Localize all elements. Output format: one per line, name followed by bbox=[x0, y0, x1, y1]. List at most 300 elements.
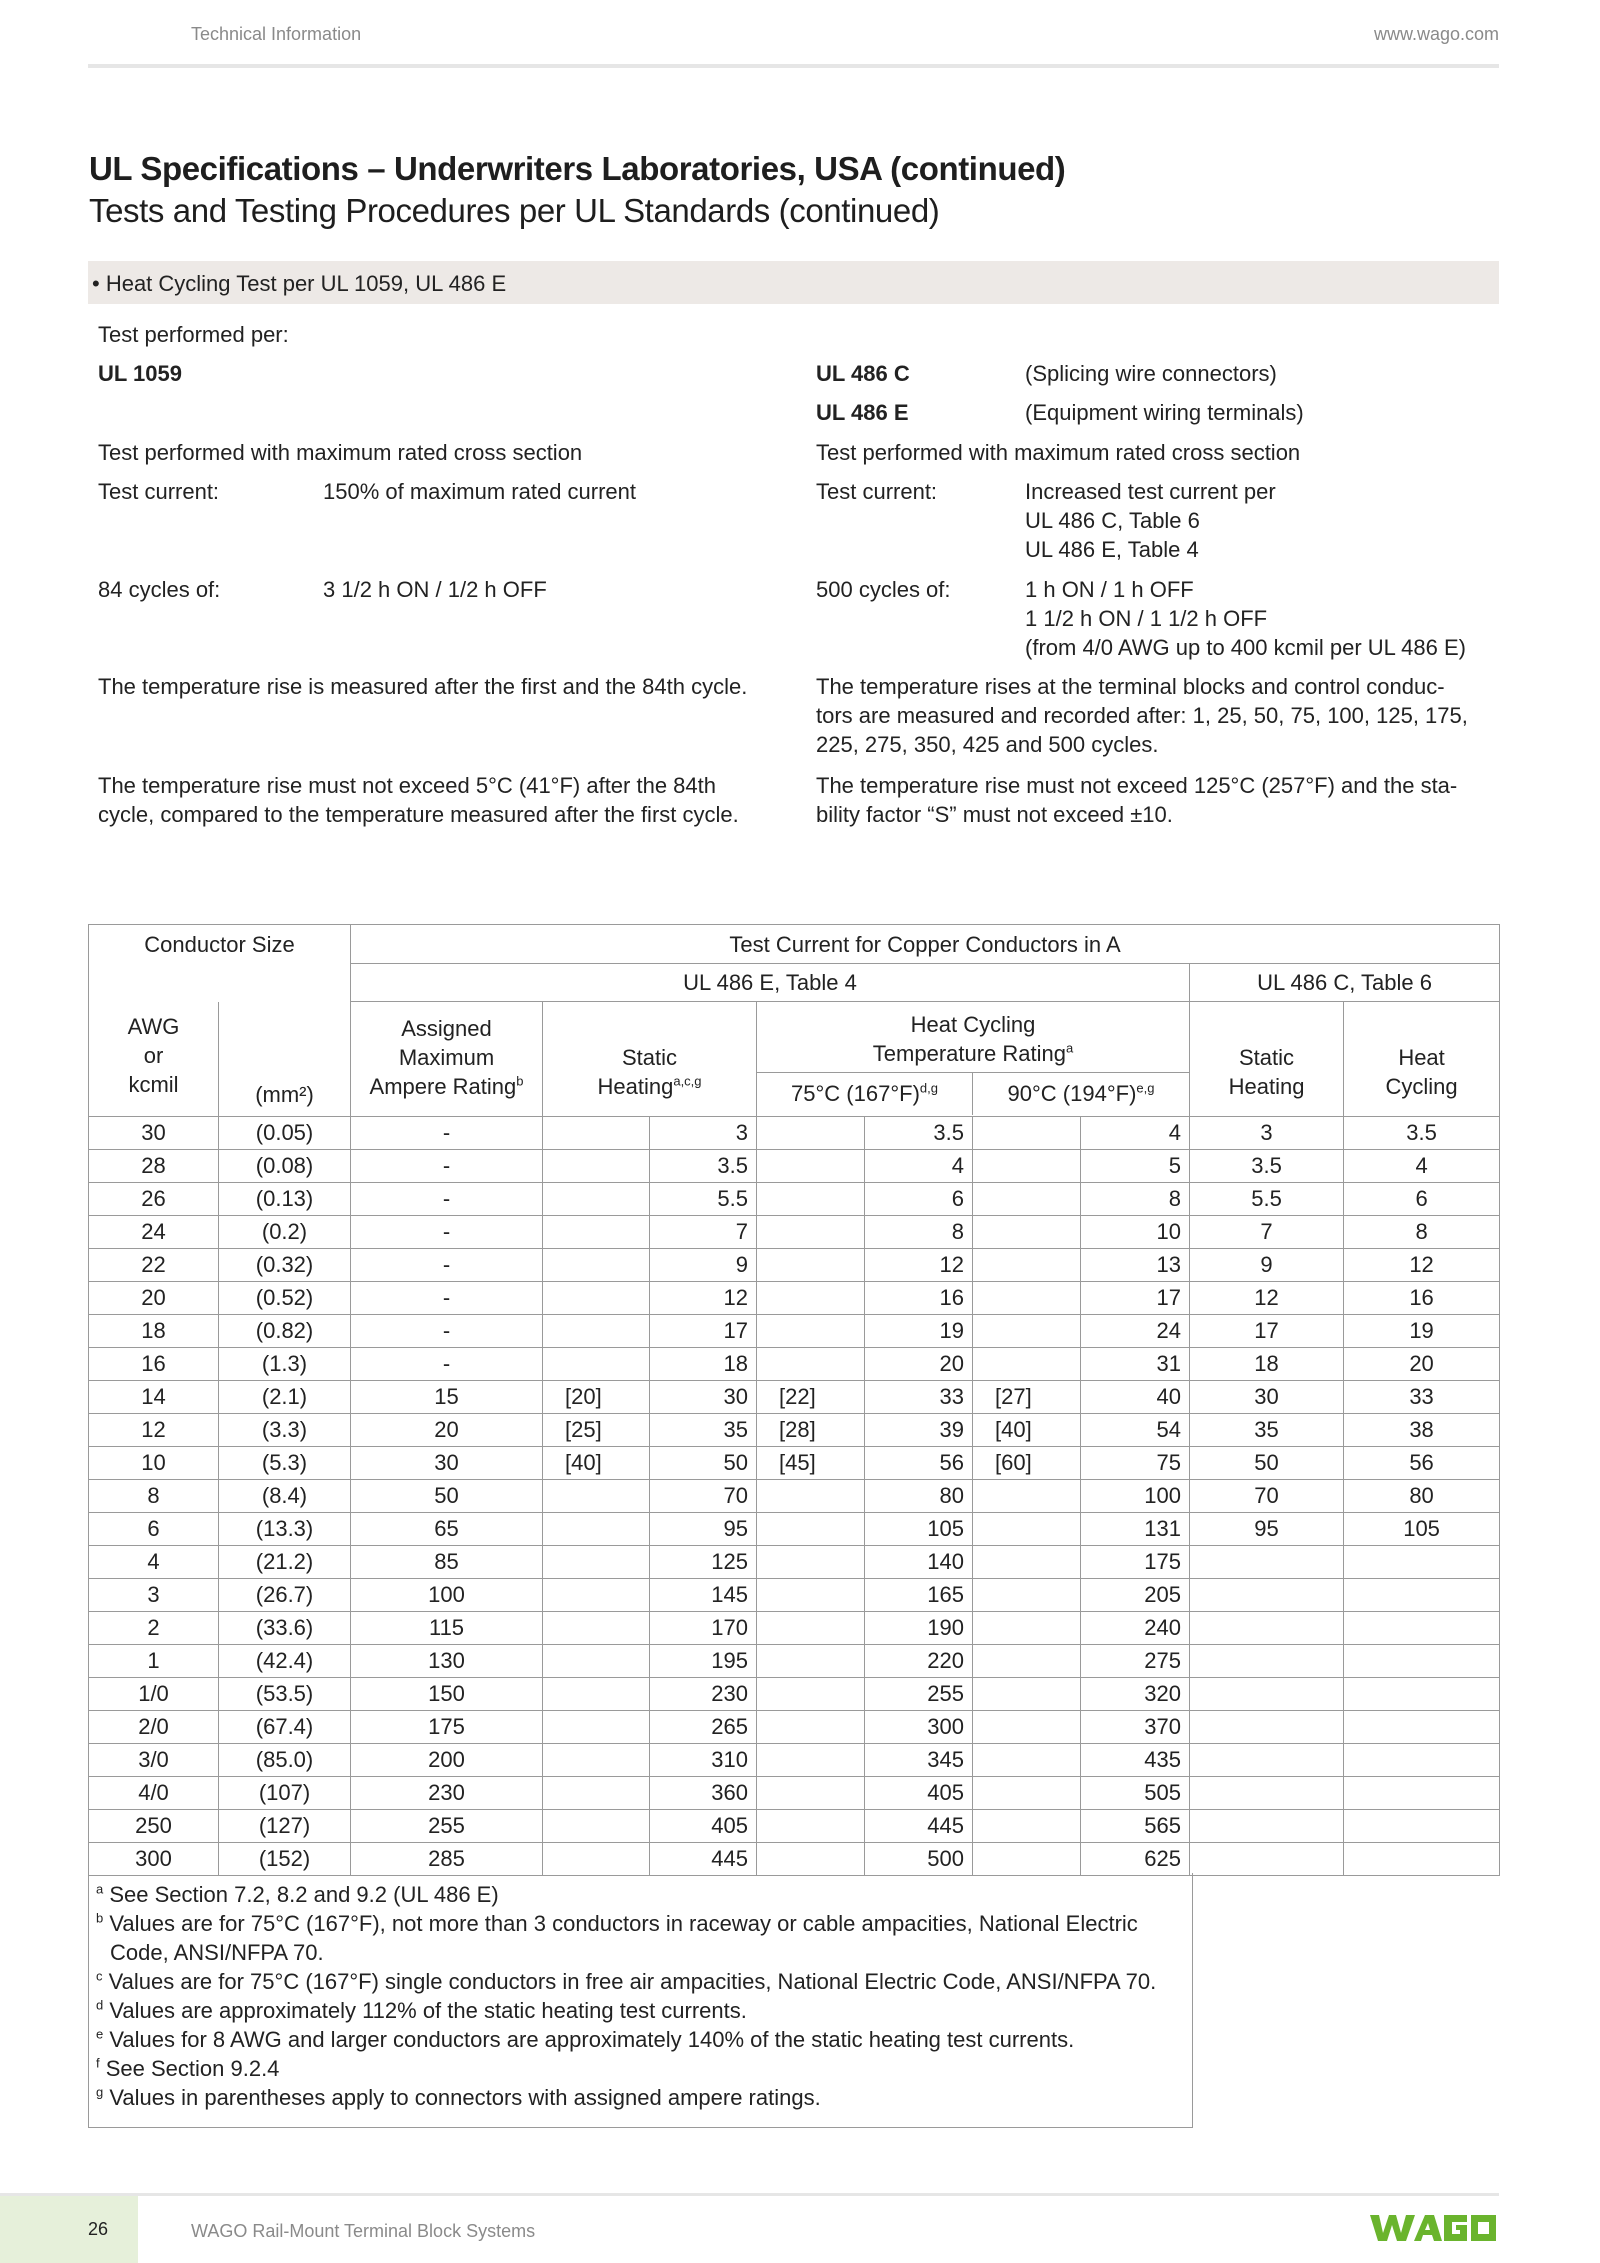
cell-static-bracket bbox=[543, 1249, 650, 1282]
cell-hc75-bracket bbox=[757, 1777, 865, 1810]
header-static-sup: a,c,g bbox=[673, 1073, 702, 1089]
cell-hc75: 16 bbox=[865, 1282, 973, 1315]
footnote-text: Values are for 75°C (167°F) single conductors in free air ampacities, National Electric Code, ANSI/NFPA 70. bbox=[102, 1969, 1157, 1994]
cell-mm2: (107) bbox=[219, 1777, 351, 1810]
header-assigned bbox=[351, 1002, 543, 1117]
header-486c-static-line1: Static bbox=[1239, 1045, 1295, 1070]
right-limit-text-2: bility factor “S” must not exceed ±10. bbox=[816, 802, 1173, 827]
cell-ul486c-static bbox=[1190, 1678, 1344, 1711]
cell-hc90: 240 bbox=[1081, 1612, 1190, 1645]
left-cycles-value: 3 1/2 h ON / 1/2 h OFF bbox=[323, 577, 547, 602]
cell-hc75: 80 bbox=[865, 1480, 973, 1513]
test-current-table bbox=[88, 924, 1500, 1876]
standard-ul486e: UL 486 E bbox=[816, 400, 909, 425]
wago-logo bbox=[1370, 2211, 1500, 2245]
cell-ul486c-heat bbox=[1344, 1579, 1500, 1612]
cell-hc75: 165 bbox=[865, 1579, 973, 1612]
cell-hc90: 175 bbox=[1081, 1546, 1190, 1579]
cell-hc75: 56 bbox=[865, 1447, 973, 1480]
cell-hc90-bracket bbox=[973, 1315, 1081, 1348]
page-number: 26 bbox=[88, 2219, 109, 2239]
standard-ul486c: UL 486 C bbox=[816, 361, 910, 386]
cell-static-heating: 3.5 bbox=[650, 1150, 757, 1183]
cell-mm2: (53.5) bbox=[219, 1678, 351, 1711]
cell-hc75: 6 bbox=[865, 1183, 973, 1216]
cell-hc75-bracket bbox=[757, 1348, 865, 1381]
cell-hc75: 405 bbox=[865, 1777, 973, 1810]
header-hc-line1: Heat Cycling bbox=[910, 1012, 1036, 1037]
cell-awg: 3 bbox=[89, 1579, 219, 1612]
left-measure-text: The temperature rise is measured after the first and the 84th cycle. bbox=[98, 674, 748, 699]
footnote bbox=[96, 2083, 821, 2112]
header-486c-heat-line2: Cycling bbox=[1385, 1074, 1458, 1099]
cell-assigned-rating: 200 bbox=[351, 1744, 543, 1777]
cell-ul486c-static bbox=[1190, 1810, 1344, 1843]
cell-hc75: 220 bbox=[865, 1645, 973, 1678]
cell-static-heating: 18 bbox=[650, 1348, 757, 1381]
table-row bbox=[89, 1282, 1500, 1315]
footnote-marker: b bbox=[96, 1910, 104, 1926]
cell-ul486c-static: 70 bbox=[1190, 1480, 1344, 1513]
footnote bbox=[96, 2025, 1074, 2054]
cell-awg: 12 bbox=[89, 1414, 219, 1447]
table-row bbox=[89, 1711, 1500, 1744]
cell-ul486c-heat: 3.5 bbox=[1344, 1117, 1500, 1150]
cell-ul486c-static: 35 bbox=[1190, 1414, 1344, 1447]
cell-hc75-bracket: [28] bbox=[757, 1414, 865, 1447]
cell-ul486c-static: 5.5 bbox=[1190, 1183, 1344, 1216]
table-row bbox=[89, 1315, 1500, 1348]
cell-static-bracket bbox=[543, 1183, 650, 1216]
cell-ul486c-static: 30 bbox=[1190, 1381, 1344, 1414]
cell-ul486c-heat bbox=[1344, 1711, 1500, 1744]
cell-static-bracket bbox=[543, 1348, 650, 1381]
header-486c-static-line2: Heating bbox=[1228, 1074, 1305, 1099]
cell-hc75-bracket: [45] bbox=[757, 1447, 865, 1480]
cell-static-bracket bbox=[543, 1678, 650, 1711]
cell-ul486c-static: 18 bbox=[1190, 1348, 1344, 1381]
cell-hc90: 320 bbox=[1081, 1678, 1190, 1711]
cell-hc75: 12 bbox=[865, 1249, 973, 1282]
cell-mm2: (1.3) bbox=[219, 1348, 351, 1381]
header-75c-sup: d,g bbox=[919, 1080, 938, 1096]
cell-static-bracket bbox=[543, 1744, 650, 1777]
cell-assigned-rating: - bbox=[351, 1216, 543, 1249]
cell-static-heating: 17 bbox=[650, 1315, 757, 1348]
header-awg-line1: AWG bbox=[127, 1013, 180, 1039]
cell-hc90-bracket bbox=[973, 1612, 1081, 1645]
cell-ul486c-heat bbox=[1344, 1810, 1500, 1843]
cell-hc90-bracket bbox=[973, 1117, 1081, 1150]
table-row bbox=[89, 1810, 1500, 1843]
cell-hc75: 39 bbox=[865, 1414, 973, 1447]
cell-mm2: (26.7) bbox=[219, 1579, 351, 1612]
cell-ul486c-heat: 19 bbox=[1344, 1315, 1500, 1348]
cell-mm2: (0.52) bbox=[219, 1282, 351, 1315]
cell-static-heating: 145 bbox=[650, 1579, 757, 1612]
cell-awg: 300 bbox=[89, 1843, 219, 1876]
cell-awg: 2 bbox=[89, 1612, 219, 1645]
cell-hc90: 275 bbox=[1081, 1645, 1190, 1678]
cell-hc75: 3.5 bbox=[865, 1117, 973, 1150]
cell-hc90-bracket bbox=[973, 1480, 1081, 1513]
cell-awg: 14 bbox=[89, 1381, 219, 1414]
cell-static-heating: 265 bbox=[650, 1711, 757, 1744]
cell-hc90-bracket bbox=[973, 1579, 1081, 1612]
section-heading-band bbox=[88, 261, 1499, 304]
cell-static-bracket bbox=[543, 1546, 650, 1579]
footnote bbox=[96, 1880, 499, 1909]
cell-ul486c-heat bbox=[1344, 1645, 1500, 1678]
cell-awg: 28 bbox=[89, 1150, 219, 1183]
cell-ul486c-heat: 12 bbox=[1344, 1249, 1500, 1282]
table-row bbox=[89, 1249, 1500, 1282]
footnote-marker: a bbox=[96, 1881, 104, 1897]
cell-hc90: 17 bbox=[1081, 1282, 1190, 1315]
table-row bbox=[89, 1150, 1500, 1183]
cell-ul486c-heat: 4 bbox=[1344, 1150, 1500, 1183]
footnote-text: Values for 8 AWG and larger conductors are approximately 140% of the static heating test currents. bbox=[103, 2027, 1075, 2052]
left-limit-text-2: cycle, compared to the temperature measured after the first cycle. bbox=[98, 802, 739, 827]
cell-ul486c-heat: 56 bbox=[1344, 1447, 1500, 1480]
cell-mm2: (0.13) bbox=[219, 1183, 351, 1216]
cell-static-heating: 125 bbox=[650, 1546, 757, 1579]
table-row bbox=[89, 1480, 1500, 1513]
cell-hc75: 8 bbox=[865, 1216, 973, 1249]
cell-ul486c-heat: 80 bbox=[1344, 1480, 1500, 1513]
header-assigned-line3 bbox=[351, 1072, 542, 1101]
cell-hc90-bracket bbox=[973, 1183, 1081, 1216]
cell-ul486c-heat bbox=[1344, 1744, 1500, 1777]
header-assigned-text: Ampere Rating bbox=[369, 1074, 517, 1099]
cell-hc90: 370 bbox=[1081, 1711, 1190, 1744]
cell-static-bracket bbox=[543, 1612, 650, 1645]
left-cross-section: Test performed with maximum rated cross section bbox=[98, 440, 583, 465]
cell-ul486c-heat bbox=[1344, 1612, 1500, 1645]
cell-hc75-bracket: [22] bbox=[757, 1381, 865, 1414]
cell-mm2: (152) bbox=[219, 1843, 351, 1876]
cell-mm2: (0.32) bbox=[219, 1249, 351, 1282]
cell-assigned-rating: - bbox=[351, 1348, 543, 1381]
cell-hc90: 54 bbox=[1081, 1414, 1190, 1447]
cell-mm2: (5.3) bbox=[219, 1447, 351, 1480]
table-row bbox=[89, 1777, 1500, 1810]
cell-hc90: 13 bbox=[1081, 1249, 1190, 1282]
cell-hc90-bracket bbox=[973, 1810, 1081, 1843]
cell-hc75-bracket bbox=[757, 1645, 865, 1678]
cell-awg: 20 bbox=[89, 1282, 219, 1315]
footnote-marker: f bbox=[96, 2055, 100, 2071]
cell-assigned-rating: 130 bbox=[351, 1645, 543, 1678]
cell-hc75: 345 bbox=[865, 1744, 973, 1777]
cell-assigned-rating: 15 bbox=[351, 1381, 543, 1414]
cell-assigned-rating: - bbox=[351, 1315, 543, 1348]
cell-hc90-bracket bbox=[973, 1546, 1081, 1579]
footnote-marker: e bbox=[96, 2026, 104, 2042]
cell-hc75-bracket bbox=[757, 1810, 865, 1843]
cell-static-bracket bbox=[543, 1117, 650, 1150]
cell-ul486c-static: 50 bbox=[1190, 1447, 1344, 1480]
cell-static-heating: 95 bbox=[650, 1513, 757, 1546]
cell-static-bracket bbox=[543, 1150, 650, 1183]
header-divider bbox=[88, 64, 1499, 68]
cell-hc75-bracket bbox=[757, 1711, 865, 1744]
header-left: Technical Information bbox=[191, 24, 362, 44]
cell-assigned-rating: 100 bbox=[351, 1579, 543, 1612]
header-ul486e: UL 486 E, Table 4 bbox=[351, 964, 1190, 1002]
cell-awg: 3/0 bbox=[89, 1744, 219, 1777]
cell-hc75: 140 bbox=[865, 1546, 973, 1579]
footnote bbox=[96, 2054, 279, 2083]
cell-mm2: (85.0) bbox=[219, 1744, 351, 1777]
cell-mm2: (42.4) bbox=[219, 1645, 351, 1678]
header-90c bbox=[973, 1073, 1189, 1115]
cell-static-bracket bbox=[543, 1282, 650, 1315]
cell-mm2: (0.08) bbox=[219, 1150, 351, 1183]
cell-assigned-rating: 20 bbox=[351, 1414, 543, 1447]
footnote-text: Values are approximately 112% of the static heating test currents. bbox=[103, 1998, 747, 2023]
footnote bbox=[96, 1967, 1156, 1996]
cell-ul486c-heat bbox=[1344, 1546, 1500, 1579]
right-measure-text-2: tors are measured and recorded after: 1, 25, 50, 75, 100, 125, 175, bbox=[816, 703, 1468, 728]
cell-static-bracket bbox=[543, 1777, 650, 1810]
table-row bbox=[89, 1843, 1500, 1876]
cell-assigned-rating: - bbox=[351, 1183, 543, 1216]
cell-mm2: (3.3) bbox=[219, 1414, 351, 1447]
cell-static-heating: 3 bbox=[650, 1117, 757, 1150]
cell-hc90-bracket bbox=[973, 1744, 1081, 1777]
cell-hc75-bracket bbox=[757, 1150, 865, 1183]
cell-mm2: (0.2) bbox=[219, 1216, 351, 1249]
cell-hc90-bracket bbox=[973, 1249, 1081, 1282]
cell-hc75-bracket bbox=[757, 1117, 865, 1150]
cell-static-bracket bbox=[543, 1216, 650, 1249]
footnote-text: See Section 7.2, 8.2 and 9.2 (UL 486 E) bbox=[103, 1882, 499, 1907]
cell-mm2: (0.05) bbox=[219, 1117, 351, 1150]
header-75c-text: 75°C (167°F) bbox=[791, 1081, 920, 1106]
cell-ul486c-static: 12 bbox=[1190, 1282, 1344, 1315]
cell-awg: 26 bbox=[89, 1183, 219, 1216]
cell-hc90: 75 bbox=[1081, 1447, 1190, 1480]
standard-ul486e-desc: (Equipment wiring terminals) bbox=[1025, 400, 1304, 425]
footer-title: WAGO Rail-Mount Terminal Block Systems bbox=[191, 2221, 536, 2241]
table-row bbox=[89, 1612, 1500, 1645]
footnote-marker: d bbox=[96, 1997, 104, 2013]
section-heading: • Heat Cycling Test per UL 1059, UL 486 E bbox=[92, 271, 507, 296]
right-current-value-1: Increased test current per bbox=[1025, 479, 1276, 504]
cell-hc90: 8 bbox=[1081, 1183, 1190, 1216]
cell-ul486c-heat: 33 bbox=[1344, 1381, 1500, 1414]
cell-static-heating: 5.5 bbox=[650, 1183, 757, 1216]
cell-assigned-rating: 175 bbox=[351, 1711, 543, 1744]
footnote bbox=[96, 1909, 1138, 1938]
cell-static-bracket bbox=[543, 1579, 650, 1612]
table-row bbox=[89, 1183, 1500, 1216]
cell-static-heating: 7 bbox=[650, 1216, 757, 1249]
right-current-label: Test current: bbox=[816, 479, 938, 504]
table-row bbox=[89, 1447, 1500, 1480]
header-static-line1: Static bbox=[622, 1045, 678, 1070]
right-cycles-value-3: (from 4/0 AWG up to 400 kcmil per UL 486 E) bbox=[1025, 635, 1466, 660]
table-row bbox=[89, 1678, 1500, 1711]
cell-hc90: 24 bbox=[1081, 1315, 1190, 1348]
table-row bbox=[89, 1216, 1500, 1249]
right-measure-text-3: 225, 275, 350, 425 and 500 cycles. bbox=[816, 732, 1159, 757]
cell-ul486c-static bbox=[1190, 1645, 1344, 1678]
cell-static-bracket bbox=[543, 1513, 650, 1546]
header-ul486c: UL 486 C, Table 6 bbox=[1190, 964, 1500, 1002]
table-row bbox=[89, 1381, 1500, 1414]
footnote bbox=[96, 1996, 747, 2025]
cell-awg: 1 bbox=[89, 1645, 219, 1678]
cell-hc90-bracket: [27] bbox=[973, 1381, 1081, 1414]
cell-hc75: 33 bbox=[865, 1381, 973, 1414]
cell-awg: 22 bbox=[89, 1249, 219, 1282]
header-static-text: Heating bbox=[597, 1074, 674, 1099]
cell-static-heating: 445 bbox=[650, 1843, 757, 1876]
cell-hc75-bracket bbox=[757, 1513, 865, 1546]
right-cycles-label: 500 cycles of: bbox=[816, 577, 951, 602]
cell-hc75-bracket bbox=[757, 1183, 865, 1216]
cell-assigned-rating: - bbox=[351, 1150, 543, 1183]
table-row bbox=[89, 1744, 1500, 1777]
cell-hc90: 435 bbox=[1081, 1744, 1190, 1777]
right-measure-text-1: The temperature rises at the terminal blocks and control conduc- bbox=[816, 674, 1445, 699]
footnote-marker: g bbox=[96, 2084, 104, 2100]
header-blank bbox=[89, 964, 351, 1002]
cell-static-bracket bbox=[543, 1711, 650, 1744]
page-subtitle: Tests and Testing Procedures per UL Standards (continued) bbox=[89, 192, 940, 229]
right-cross-section: Test performed with maximum rated cross section bbox=[816, 440, 1301, 465]
header-conductor-size: Conductor Size bbox=[89, 925, 351, 964]
cell-ul486c-static: 95 bbox=[1190, 1513, 1344, 1546]
left-cycles-label: 84 cycles of: bbox=[98, 577, 221, 602]
cell-awg: 18 bbox=[89, 1315, 219, 1348]
table-row bbox=[89, 1546, 1500, 1579]
header-assigned-line1: Assigned bbox=[401, 1016, 492, 1041]
cell-ul486c-static: 7 bbox=[1190, 1216, 1344, 1249]
left-current-label: Test current: bbox=[98, 479, 220, 504]
cell-ul486c-heat: 20 bbox=[1344, 1348, 1500, 1381]
cell-hc75: 500 bbox=[865, 1843, 973, 1876]
cell-static-bracket bbox=[543, 1843, 650, 1876]
page-title: UL Specifications – Underwriters Laboratories, USA (continued) bbox=[89, 150, 1066, 187]
cell-static-heating: 230 bbox=[650, 1678, 757, 1711]
table-row bbox=[89, 1579, 1500, 1612]
header-url-link[interactable]: www.wago.com bbox=[1373, 24, 1499, 44]
cell-ul486c-static: 17 bbox=[1190, 1315, 1344, 1348]
cell-awg: 10 bbox=[89, 1447, 219, 1480]
header-486c-heat-line1: Heat bbox=[1398, 1045, 1445, 1070]
header-75c bbox=[757, 1073, 973, 1115]
cell-hc75-bracket bbox=[757, 1678, 865, 1711]
header-hc-text: Temperature Rating bbox=[872, 1041, 1066, 1066]
header-awg-line3: kcmil bbox=[128, 1071, 179, 1097]
header-awg-line2: or bbox=[143, 1042, 164, 1068]
cell-hc75: 445 bbox=[865, 1810, 973, 1843]
cell-hc75-bracket bbox=[757, 1744, 865, 1777]
cell-mm2: (8.4) bbox=[219, 1480, 351, 1513]
cell-hc75-bracket bbox=[757, 1249, 865, 1282]
header-assigned-sup: b bbox=[516, 1073, 524, 1089]
header-static-line2 bbox=[543, 1072, 756, 1101]
cell-ul486c-static bbox=[1190, 1579, 1344, 1612]
cell-assigned-rating: 285 bbox=[351, 1843, 543, 1876]
header-486c-static bbox=[1190, 1002, 1344, 1117]
cell-hc90: 505 bbox=[1081, 1777, 1190, 1810]
cell-assigned-rating: 30 bbox=[351, 1447, 543, 1480]
cell-awg: 2/0 bbox=[89, 1711, 219, 1744]
cell-ul486c-heat: 8 bbox=[1344, 1216, 1500, 1249]
cell-hc90-bracket bbox=[973, 1513, 1081, 1546]
cell-hc75-bracket bbox=[757, 1315, 865, 1348]
cell-hc75: 4 bbox=[865, 1150, 973, 1183]
cell-static-heating: 195 bbox=[650, 1645, 757, 1678]
cell-hc75-bracket bbox=[757, 1282, 865, 1315]
cell-hc90: 205 bbox=[1081, 1579, 1190, 1612]
cell-mm2: (13.3) bbox=[219, 1513, 351, 1546]
cell-hc75-bracket bbox=[757, 1216, 865, 1249]
cell-assigned-rating: - bbox=[351, 1117, 543, 1150]
cell-static-bracket: [25] bbox=[543, 1414, 650, 1447]
cell-hc75: 105 bbox=[865, 1513, 973, 1546]
header-assigned-line2: Maximum bbox=[398, 1045, 495, 1070]
footnote-text: Values in parentheses apply to connectors with assigned ampere ratings. bbox=[103, 2085, 821, 2110]
cell-ul486c-static: 9 bbox=[1190, 1249, 1344, 1282]
cell-ul486c-static: 3.5 bbox=[1190, 1150, 1344, 1183]
header-heat-cycling bbox=[757, 1002, 1190, 1117]
cell-hc90: 131 bbox=[1081, 1513, 1190, 1546]
cell-ul486c-heat: 38 bbox=[1344, 1414, 1500, 1447]
header-hc-sup: a bbox=[1066, 1040, 1074, 1056]
cell-static-bracket: [40] bbox=[543, 1447, 650, 1480]
cell-hc90-bracket bbox=[973, 1282, 1081, 1315]
table-row bbox=[89, 1645, 1500, 1678]
right-current-value-2: UL 486 C, Table 6 bbox=[1025, 508, 1200, 533]
cell-hc75-bracket bbox=[757, 1843, 865, 1876]
cell-hc90: 625 bbox=[1081, 1843, 1190, 1876]
cell-ul486c-static bbox=[1190, 1546, 1344, 1579]
cell-assigned-rating: 85 bbox=[351, 1546, 543, 1579]
cell-hc90: 40 bbox=[1081, 1381, 1190, 1414]
header-static-heating bbox=[543, 1002, 757, 1117]
cell-hc75-bracket bbox=[757, 1612, 865, 1645]
cell-hc75: 190 bbox=[865, 1612, 973, 1645]
cell-static-heating: 9 bbox=[650, 1249, 757, 1282]
header-90c-sup: e,g bbox=[1136, 1080, 1155, 1096]
header-hc-line2 bbox=[757, 1039, 1189, 1068]
footnote-text: Values are for 75°C (167°F), not more than 3 conductors in raceway or cable ampacities, National Electric bbox=[103, 1911, 1138, 1936]
header-hc-bottom bbox=[757, 1073, 1189, 1115]
right-cycles-value-2: 1 1/2 h ON / 1 1/2 h OFF bbox=[1025, 606, 1268, 631]
cell-static-heating: 170 bbox=[650, 1612, 757, 1645]
cell-static-bracket bbox=[543, 1315, 650, 1348]
cell-static-bracket bbox=[543, 1480, 650, 1513]
cell-static-heating: 12 bbox=[650, 1282, 757, 1315]
cell-static-heating: 310 bbox=[650, 1744, 757, 1777]
header-hc-top bbox=[757, 1002, 1189, 1073]
cell-hc75: 300 bbox=[865, 1711, 973, 1744]
cell-mm2: (67.4) bbox=[219, 1711, 351, 1744]
cell-hc75-bracket bbox=[757, 1546, 865, 1579]
cell-mm2: (127) bbox=[219, 1810, 351, 1843]
cell-assigned-rating: 115 bbox=[351, 1612, 543, 1645]
cell-awg: 16 bbox=[89, 1348, 219, 1381]
right-limit-text-1: The temperature rise must not exceed 125°C (257°F) and the sta- bbox=[816, 773, 1458, 798]
header-486c-heat bbox=[1344, 1002, 1500, 1117]
cell-hc75: 20 bbox=[865, 1348, 973, 1381]
cell-assigned-rating: 50 bbox=[351, 1480, 543, 1513]
